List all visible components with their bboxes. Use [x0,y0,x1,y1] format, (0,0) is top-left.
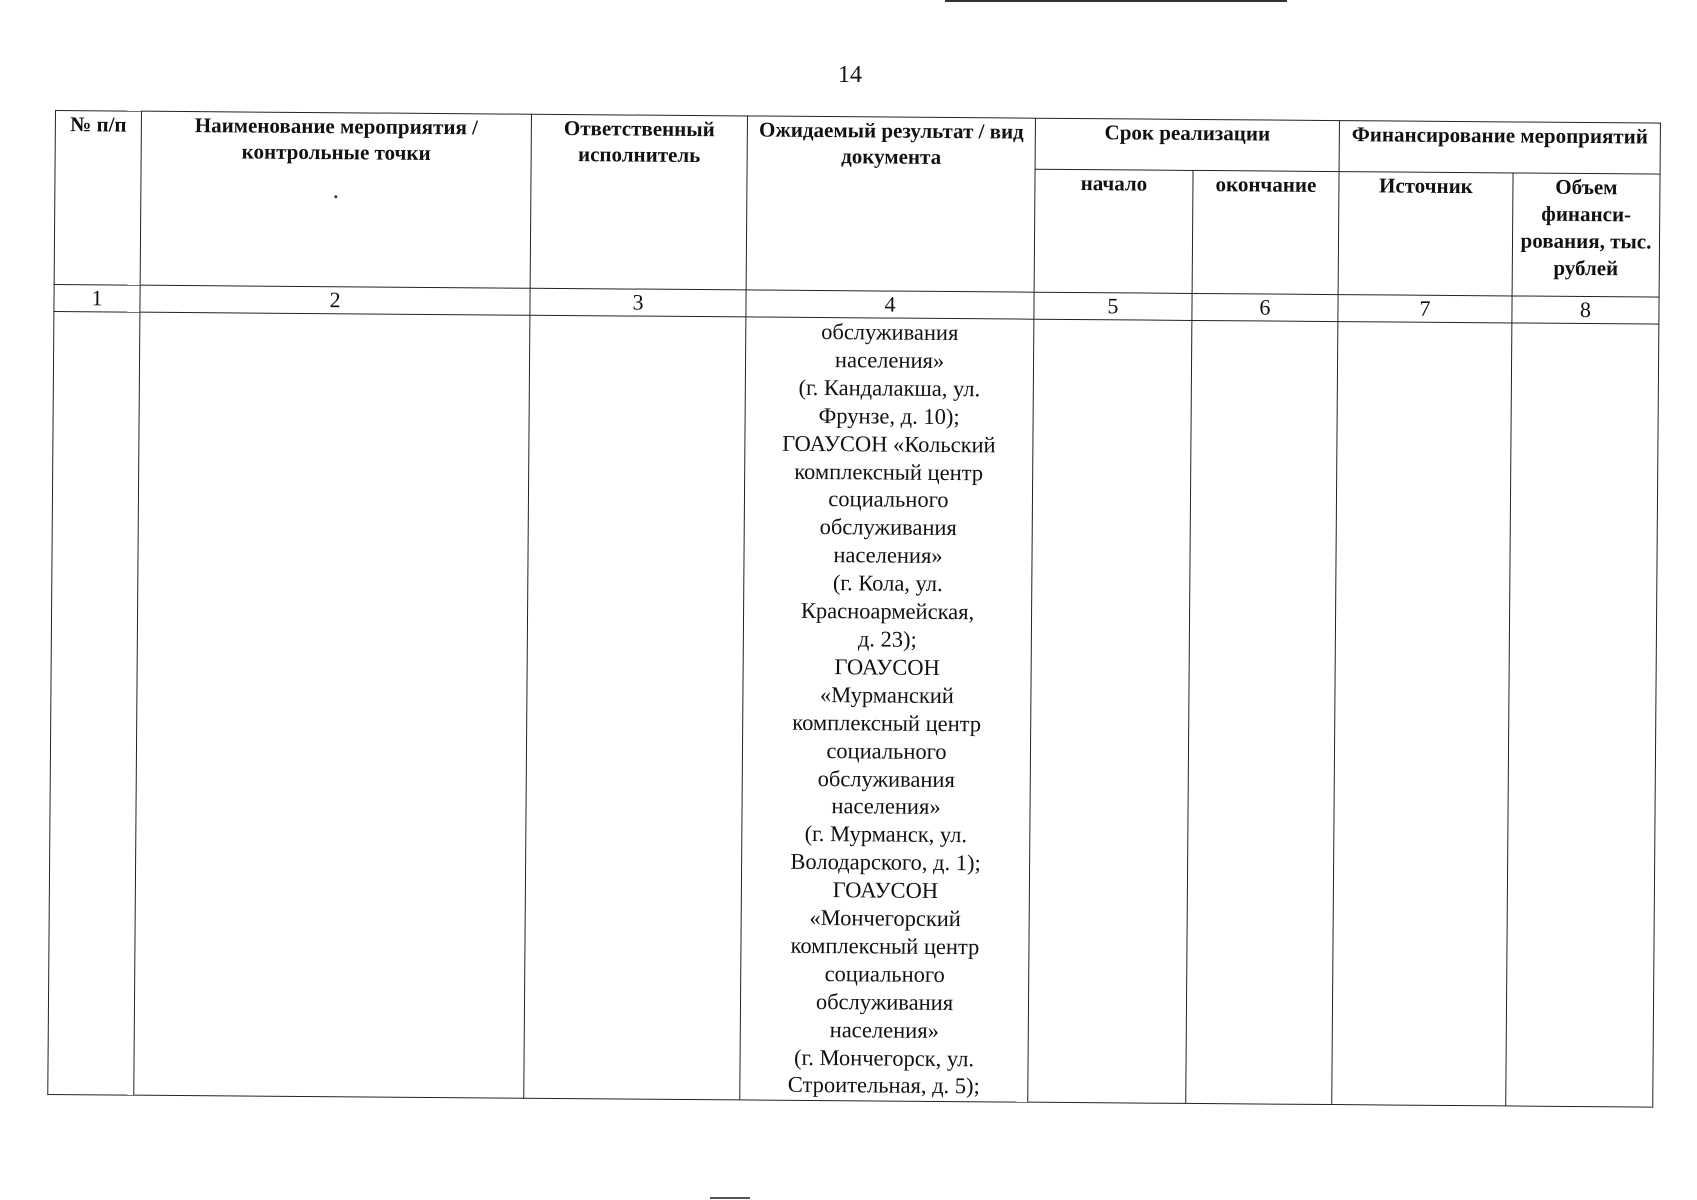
result-line: (г. Кола, ул. [832,570,943,597]
activities-table [47,110,1661,1108]
result-line: «Мурманский [819,681,955,708]
result-line: населения» [831,793,941,820]
column-number: 4 [746,290,1034,319]
result-line: обслуживания [819,514,957,541]
result-line: Фрунзе, д. 10); [818,402,960,429]
page-number: 14 [838,62,862,88]
result-line: (г. Мурманск, ул. [804,821,968,848]
header-result: Ожидаемый результат / вид документа [746,116,1035,292]
bottom-mark-line [710,1197,750,1199]
cell-volume [1506,323,1659,1107]
header-financing-source: Источник [1338,172,1513,296]
table-row [48,311,1659,1107]
result-line: «Мончегорский [809,904,962,932]
header-period-start: начало [1034,169,1193,293]
result-line: ГОАУСОН [832,877,939,904]
cell-end [1186,320,1338,1104]
result-line: комплексный центр [792,709,982,736]
result-line: ГОАУСОН «Кольский [782,430,996,458]
column-number: 5 [1034,292,1192,320]
result-line: (г. Мончегорск, ул. [794,1044,975,1071]
header-row-1 [55,111,1660,175]
cell-start [1028,319,1192,1103]
cell-executor [524,315,746,1100]
result-line: комплексный центр [794,458,984,485]
column-number: 6 [1192,293,1338,321]
column-number: 3 [530,288,746,317]
result-line: Строительная, д. 5); [787,1072,980,1099]
result-line: обслуживания [821,319,959,346]
result-line: населения» [834,347,945,373]
cell-result [740,317,1034,1102]
result-line: д. 23); [857,626,917,652]
stray-dot [334,195,337,198]
header-executor: Ответственный исполнитель [530,114,747,290]
result-line: населения» [833,542,943,569]
column-number: 7 [1338,295,1512,323]
result-line: социального [826,737,947,764]
header-name-label: Наименование мероприятия / контрольные точки [194,113,479,165]
header-name [140,111,531,288]
result-line: комплексный центр [790,932,980,960]
cell-name [134,312,530,1098]
top-rule-line [945,0,1287,2]
result-line: социального [824,960,945,987]
header-period-end: окончание [1192,170,1339,294]
header-num: № п/п [54,111,141,286]
result-line: (г. Кандалакша, ул. [798,374,981,402]
result-line: населения» [829,1016,939,1043]
result-line: Володарского, д. 1); [790,849,981,876]
result-lines [744,317,1029,1101]
result-line: социального [828,486,949,513]
result-line: ГОАУСОН [834,654,940,680]
result-line: Красноармейская, [800,597,975,625]
column-number: 8 [1512,296,1659,324]
column-number: 1 [54,284,140,312]
result-line: обслуживания [817,765,955,792]
result-line: обслуживания [815,988,954,1015]
header-period: Срок реализации [1035,118,1339,171]
cell-num [48,311,140,1095]
header-financing-volume: Объем финанси-рования, тыс. рублей [1512,173,1660,297]
column-number: 2 [140,285,530,315]
cell-source [1332,322,1512,1106]
header-financing: Финансирование мероприятий [1339,121,1660,175]
